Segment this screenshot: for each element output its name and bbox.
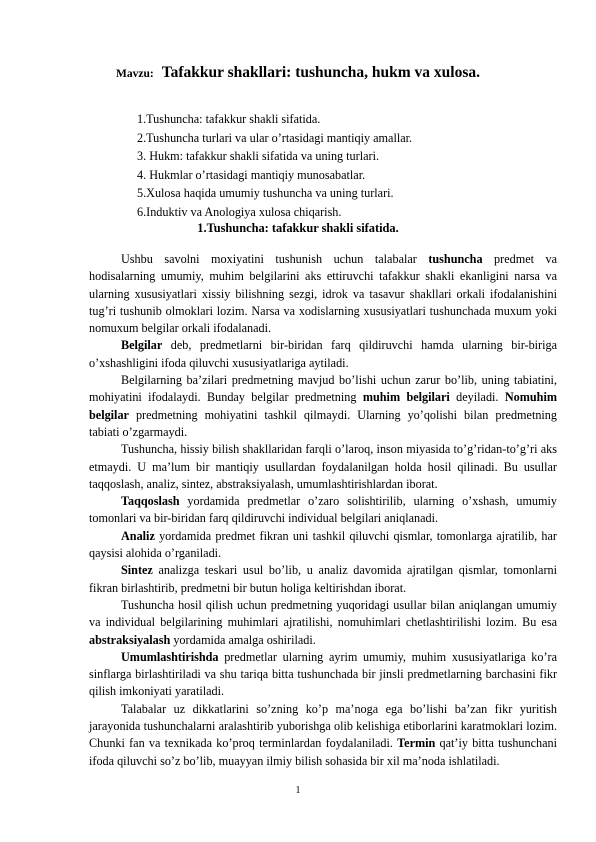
- lecture-plan: [137, 110, 412, 222]
- bold-term: Nomuhim belgilar: [89, 390, 557, 422]
- title-text: Tafakkur shakllari: tushuncha, hukm va xulosa.: [161, 64, 480, 81]
- plan-item: 1.Tushuncha: tafakkur shakli sifatida.: [137, 112, 321, 126]
- paragraph: Tushuncha hosil qilish uchun predmetning yuqoridagi usullar bilan aniqlangan umumiy va individual belgilarining muhimlari ajratilishi, nomuhimlari chetlashtirilishi lozim. Bu esa abstraksiyalash yordamida amalga oshiriladi.: [89, 597, 557, 647]
- title-prefix: Mavzu:: [116, 68, 154, 80]
- plan-item: 4. Hukmlar o’rtasidagi mantiqiy munosabatlar.: [137, 167, 366, 182]
- paragraph: Ushbu savolni moxiyatini tushunish uchun talabalar tushuncha predmet va hodisalarning umumiy, muhim belgilarini aks ettiruvchi tafakkur shakli ekanligini narsa va ularning xususiyatlari xissiy bilishning sezgi, idrok va tasavur shakllari orkali ifodalanishini tug’ri tushunib olmoklari lozim. Narsa va xodislarning xususiyatlari tushunchada muxum yoki nomuxum belgilar orkali ifodalanadi.: [89, 252, 557, 336]
- plan-item: 3. Hukm: tafakkur shakli sifatida va uning turlari.: [137, 149, 380, 164]
- bold-term: Belgilar: [121, 338, 163, 353]
- bold-term: Taqqoslash: [121, 494, 180, 509]
- bold-term: Umumlashtirishda: [121, 649, 219, 664]
- bold-term: Sintez: [121, 563, 153, 578]
- document-title: [0, 64, 596, 82]
- body-text: [89, 251, 557, 770]
- page-number: 1: [295, 785, 301, 796]
- paragraph: Talabalar uz dikkatlarini so’zning ko’p ma’noga ega bo’lishi ba’zan fikr yuritish jarayonida tushunchalarni aralashtirib yuborishga olib kelishiga etiborlarini karatmoklari lozim. Chunki fan va texnikada ko’proq terminlardan foydalaniladi. Termin qat’iy bitta tushunchani ifoda qiluvchi so’z bo’lib, muayyan ilmiy bilish sohasida bir xil ma’noda ishlatiladi.: [89, 701, 557, 768]
- paragraph: Tushuncha, hissiy bilish shakllaridan farqli o’laroq, inson miyasida to’g’ridan-to’g’ri aks etmaydi. U ma’lum bir mantiqiy usullardan foydalanilgan holda hosil qilinadi. Bu usullar taqqoslash, analiz, sintez, abstraksiyalash, umumlashtirishlardan iborat.: [89, 442, 557, 491]
- section-heading: 1.Tushuncha: tafakkur shakli sifatida.: [197, 221, 399, 235]
- plan-item: 5.Xulosa haqida umumiy tushuncha va uning turlari.: [137, 186, 394, 201]
- paragraph: Taqqoslash yordamida predmetlar o’zaro solishtirilib, ularning o’xshash, umumiy tomonlari va bir-biridan farq qildiruvchi individual belgilari aniqlanadi.: [89, 494, 557, 526]
- bold-term: Analiz: [121, 528, 155, 543]
- paragraph: Belgilar deb, predmetlarni bir-biridan farq qildiruvchi hamda ularning bir-biriga o’xshashligini ifoda qiluvchi xususiyatlariga aytiladi.: [89, 338, 557, 370]
- bold-term: tushuncha: [428, 252, 483, 266]
- plan-item: 6.Induktiv va Anologiya xulosa chiqarish.: [137, 204, 342, 219]
- bold-term: abstraksiyalash: [89, 632, 171, 647]
- paragraph: Umumlashtirishda predmetlar ularning ayrim umumiy, muhim xususiyatlariga ko’ra sinflarga birlashtiriladi va shu tariqa bitta tushunchada bir jinsli predmetlarning barchasini fikr qilish imkoniyati yaratiladi.: [89, 649, 557, 699]
- paragraph: Sintez analizga teskari usul bo’lib, u analiz davomida ajratilgan qismlar, tomonlarni fikran birlashtirib, predmetni bir butun holiga keltirishdan iborat.: [89, 563, 557, 595]
- plan-item: 2.Tushuncha turlari va ular o’rtasidagi mantiqiy amallar.: [137, 130, 413, 145]
- paragraph: Belgilarning ba’zilari predmetning mavjud bo’lishi uchun zarur bo’lib, uning tabiatini, mohiyatini ifodalaydi. Bunday belgilar predmetning muhim belgilari deyiladi. Nomuhim belgilar predmetning mohiyatini tashkil qilmaydi. Ularning yo’qolishi bilan predmetning tabiati o’zgarmaydi.: [89, 373, 557, 439]
- paragraph: Analiz yordamida predmet fikran uni tashkil qiluvchi qismlar, tomonlarga ajratilib, har qaysisi alohida o’rganiladi.: [89, 528, 557, 561]
- bold-term: muhim belgilari: [362, 390, 450, 405]
- bold-term: Termin: [397, 736, 436, 751]
